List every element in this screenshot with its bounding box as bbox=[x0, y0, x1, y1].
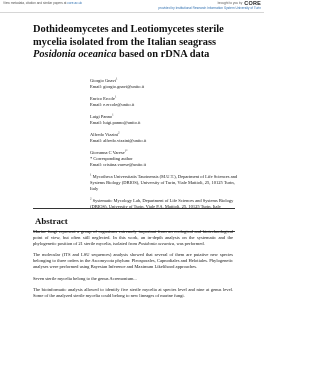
corresponding-note: * Corresponding author bbox=[90, 156, 133, 161]
abstract-paragraph: Seven sterile mycelia belong to the genus Acremonium... bbox=[33, 275, 137, 281]
core-brought-label: brought to you by bbox=[217, 1, 243, 5]
author-name: Luigi Panno$^1$ bbox=[90, 112, 114, 119]
paper-title bbox=[33, 24, 233, 62]
abstract-body bbox=[33, 229, 233, 305]
author-4 bbox=[90, 132, 240, 144]
core-header-bar bbox=[0, 0, 264, 13]
core-metadata-text bbox=[3, 1, 82, 5]
core-link[interactable]: core.ac.uk bbox=[67, 1, 82, 5]
author-email[interactable]: Email: giorgio.gnavi@unito.it bbox=[90, 84, 145, 89]
author-email[interactable]: Email: alfredo.vizzini@unito.it bbox=[90, 138, 147, 143]
species-name: Posidonia oceanica bbox=[33, 49, 117, 60]
core-brand bbox=[158, 1, 261, 10]
corresponding-author bbox=[90, 150, 240, 168]
core-logo[interactable]: CORE bbox=[244, 1, 261, 7]
paper-title-text: Dothideomycetes and Leotiomycetes sterile mycelia isolated from the Italian seagrass Posidonia oceanica based on rDNA data bbox=[33, 24, 224, 60]
abstract-heading: Abstract bbox=[35, 216, 68, 226]
abstract-paragraph: The bioinformatic analysis allowed to identify five sterile mycelia at species level and nine at genus level. Some of the analyzed sterile mycelia could belong to new lineages of marine fungi. bbox=[33, 287, 233, 299]
paper-title-block bbox=[33, 24, 233, 62]
author-1 bbox=[90, 78, 240, 90]
author-name: Giovanna C Varese$^{1*}$ bbox=[90, 148, 128, 155]
core-metadata-label: View metadata, citation and similar papers at bbox=[3, 1, 68, 5]
author-2 bbox=[90, 96, 240, 108]
author-name: Giorgio Gnavi$^1$ bbox=[90, 76, 118, 83]
author-email[interactable]: Email: e.ercole@unito.it bbox=[90, 102, 135, 107]
authors-block bbox=[90, 78, 240, 216]
core-provided-by[interactable]: provided by Institutional Research Information System University of Turin bbox=[158, 6, 261, 10]
author-name: Enrico Ercole$^1$ bbox=[90, 94, 117, 101]
affiliation-1: $^1$ Mycotheca Universitatis Taurinensis (M.U.T.), Department of Life Sciences and Systems Biology (DBIOS), University of Turin, Viale Mattioli, 25, 10125 Turin, Italy bbox=[90, 172, 238, 191]
abstract-paragraph: Marine fungi represent a group of organisms extremely important from an ecological and biotechnological point of view, but often still neglected. In this work, an in-depth analysis on the systematic and the phylogenetic position of 21 sterile mycelia, isolated from Posidonia oceanica, was performed. bbox=[33, 229, 233, 246]
species-name: Posidonia oceanica bbox=[138, 240, 175, 246]
author-email[interactable]: Email: luigi.panno@unito.it bbox=[90, 120, 141, 125]
author-name: Alfredo Vizzini$^2$ bbox=[90, 130, 120, 137]
abstract-paragraph: The molecular (ITS and LSU sequences) analysis showed that several of them are putative new species belonging to three orders in the Ascomycota phylum: Pleosporales, Capnodiales and Helotiales. Phylogenetic analyses were performed using Bayesian Inference and Maximum Likelihood approaches. bbox=[33, 252, 233, 270]
author-email[interactable]: Email: cristina.varese@unito.it bbox=[90, 162, 147, 167]
author-3 bbox=[90, 114, 240, 126]
affiliation-2: $^2$ Systematic Mycology Lab, Department of Life Sciences and Systems Biology (DBIOS), University of Turin, Viale P.A. Mattioli, 25, 10125 Turin, Italy bbox=[90, 196, 234, 209]
